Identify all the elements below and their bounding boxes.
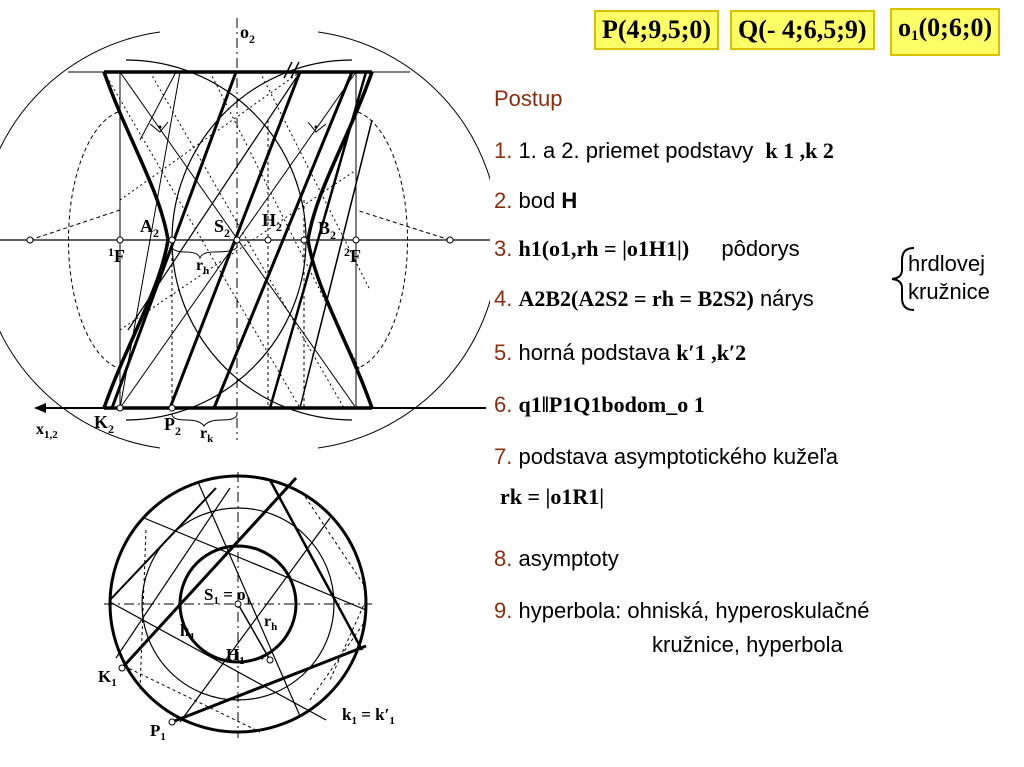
step-1: 1. 1. a 2. priemet podstavy k 1 ,k 2: [494, 138, 834, 163]
point-p: P(4;9,5;0): [602, 15, 712, 44]
label-o2: $o_2$: [240, 22, 255, 46]
axis-o1-box: [890, 8, 1000, 56]
step-9: 9. hyperbola: ohniská, hyperoskulačné: [494, 598, 870, 623]
label-a2: $A_2$: [140, 216, 159, 240]
elevation-drawing: [0, 0, 490, 470]
step-2: 2. bod H: [494, 188, 578, 213]
label-s1-o1: $S_1 = o_1$: [204, 585, 252, 607]
label-focus-2f: $^2$F: [344, 245, 361, 266]
step-7: 7. podstava asymptotického kužeľa: [494, 444, 838, 469]
axis-o1-name: o: [898, 13, 911, 42]
point-q-box: [730, 10, 875, 50]
label-plan-h1-point: $H_1$: [226, 645, 245, 667]
step-8: 8. asymptoty: [494, 546, 619, 571]
label-plan-rh: $r_h$: [264, 613, 278, 633]
axis-o1-sub: 1: [911, 28, 919, 44]
step-5: 5. horná podstava k′1 ,k′2: [494, 340, 747, 365]
label-k1: $K_1$: [98, 667, 117, 689]
throat-circle-note: hrdlovej kružnice: [908, 251, 990, 304]
step-6: 6. q1‖P1Q1bodom_o 1: [494, 392, 705, 417]
step-7-formula: rk = |o1R1|: [500, 484, 605, 509]
label-k1-equals: $k_1 = k'_1$: [342, 705, 395, 727]
label-s2: $S_2$: [214, 216, 231, 240]
steps-title: Postup: [494, 86, 563, 111]
label-h2: $H_2$: [262, 210, 283, 234]
label-p1: $P_1$: [150, 721, 166, 743]
label-rk: $r_k$: [200, 425, 214, 445]
step-4: 4. A2B2(A2S2 = rh = B2S2) nárys: [494, 286, 814, 311]
plan-drawing: [80, 470, 400, 767]
label-p2: $P_2$: [164, 414, 181, 438]
step-9-continued: kružnice, hyperbola: [652, 632, 843, 657]
label-h1: $h_1$: [180, 621, 195, 643]
point-q: Q(- 4;6,5;9): [738, 15, 867, 44]
label-b2: $B_2$: [318, 218, 337, 242]
axis-o1-coords: (0;6;0): [918, 13, 993, 42]
step-3: 3. h1(o1,rh = |o1H1|) pôdorys: [494, 236, 800, 261]
label-k2: $K_2$: [94, 412, 115, 436]
point-p-box: [594, 10, 719, 50]
label-x12: $x_{1,2}$: [36, 421, 58, 441]
label-rh: $r_h$: [196, 257, 210, 277]
label-focus-1f: $^1$F: [108, 245, 125, 266]
